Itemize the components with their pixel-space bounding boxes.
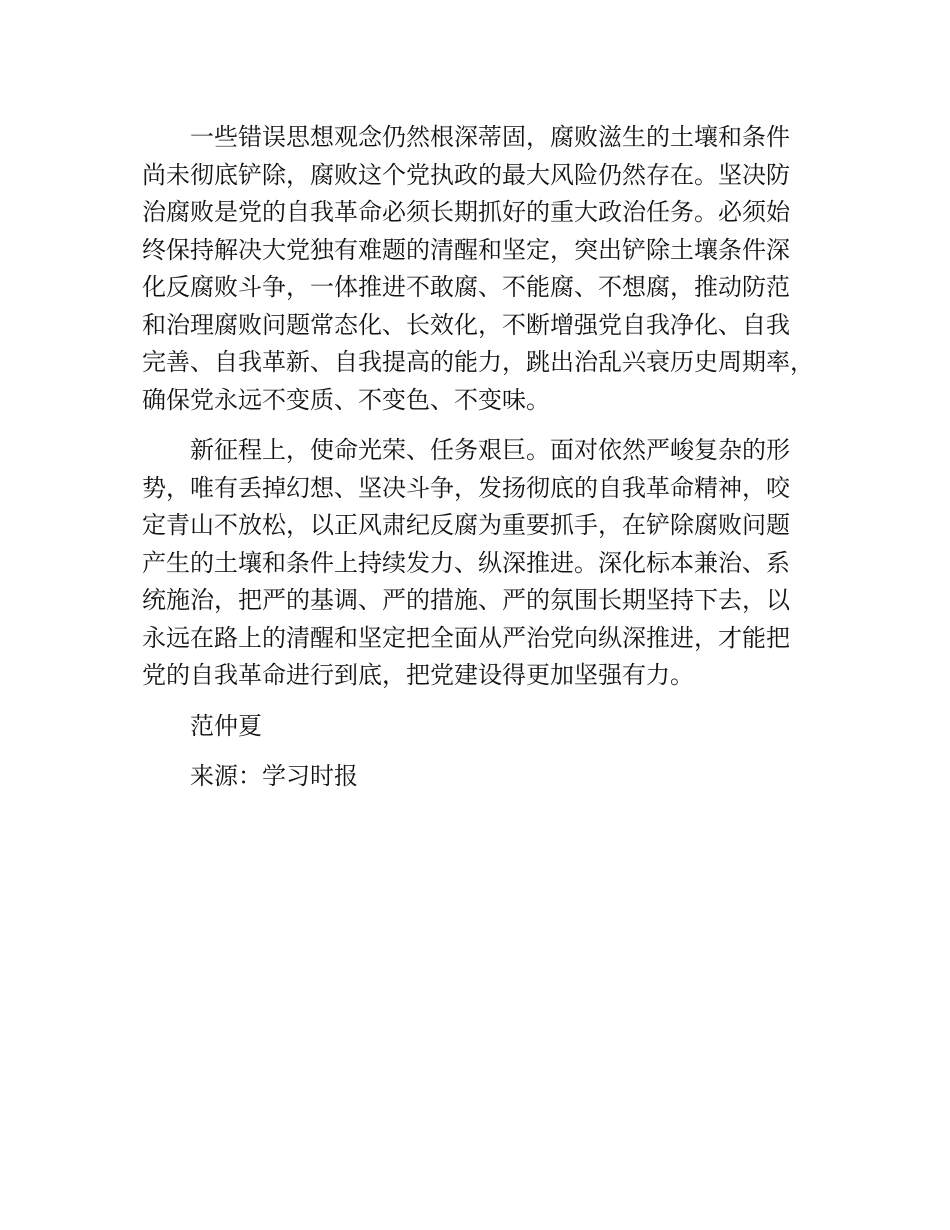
paragraph-line: 产生的土壤和条件上持续发力、纵深推进。深化标本兼治、系 — [142, 548, 790, 577]
source-line: 来源：学习时报 — [190, 762, 358, 790]
paragraph-2 — [142, 432, 832, 695]
paragraph-spacer — [142, 745, 832, 758]
paragraph-spacer — [142, 695, 832, 708]
paragraph-line: 新征程上，使命光荣、任务艰巨。面对依然严峻复杂的形 — [190, 436, 790, 464]
paragraph-line: 势，唯有丢掉幻想、坚决斗争，发扬彻底的自我革命精神，咬 — [142, 473, 790, 502]
paragraph-line: 和治理腐败问题常态化、长效化，不断增强党自我净化、自我 — [142, 310, 790, 339]
author-name: 范仲夏 — [190, 711, 262, 740]
paragraph-line: 党的自我革命进行到底，把党建设得更加坚强有力。 — [142, 661, 694, 689]
paragraph-line: 一些错误思想观念仍然根深蒂固，腐败滋生的土壤和条件 — [190, 123, 790, 151]
paragraph-line: 治腐败是党的自我革命必须长期抓好的重大政治任务。必须始 — [142, 198, 790, 226]
paragraph-spacer — [142, 419, 832, 432]
paragraph-line: 化反腐败斗争，一体推进不敢腐、不能腐、不想腐，推动防范 — [142, 273, 790, 301]
paragraph-line: 统施治，把严的基调、严的措施、严的氛围长期坚持下去，以 — [142, 586, 790, 614]
paragraph-line: 定青山不放松，以正风肃纪反腐为重要抓手，在铲除腐败问题 — [142, 511, 790, 539]
document-body — [142, 119, 832, 796]
paragraph-line: 完善、自我革新、自我提高的能力，跳出治乱兴衰历史周期率， — [142, 348, 814, 376]
paragraph-line: 确保党永远不变质、不变色、不变味。 — [142, 385, 550, 414]
paragraph-line: 永远在路上的清醒和坚定把全面从严治党向纵深推进，才能把 — [142, 623, 790, 652]
paragraph-line: 尚未彻底铲除，腐败这个党执政的最大风险仍然存在。坚决防 — [142, 160, 790, 189]
paragraph-line: 终保持解决大党独有难题的清醒和坚定，突出铲除土壤条件深 — [142, 235, 790, 264]
paragraph-1 — [142, 119, 832, 419]
